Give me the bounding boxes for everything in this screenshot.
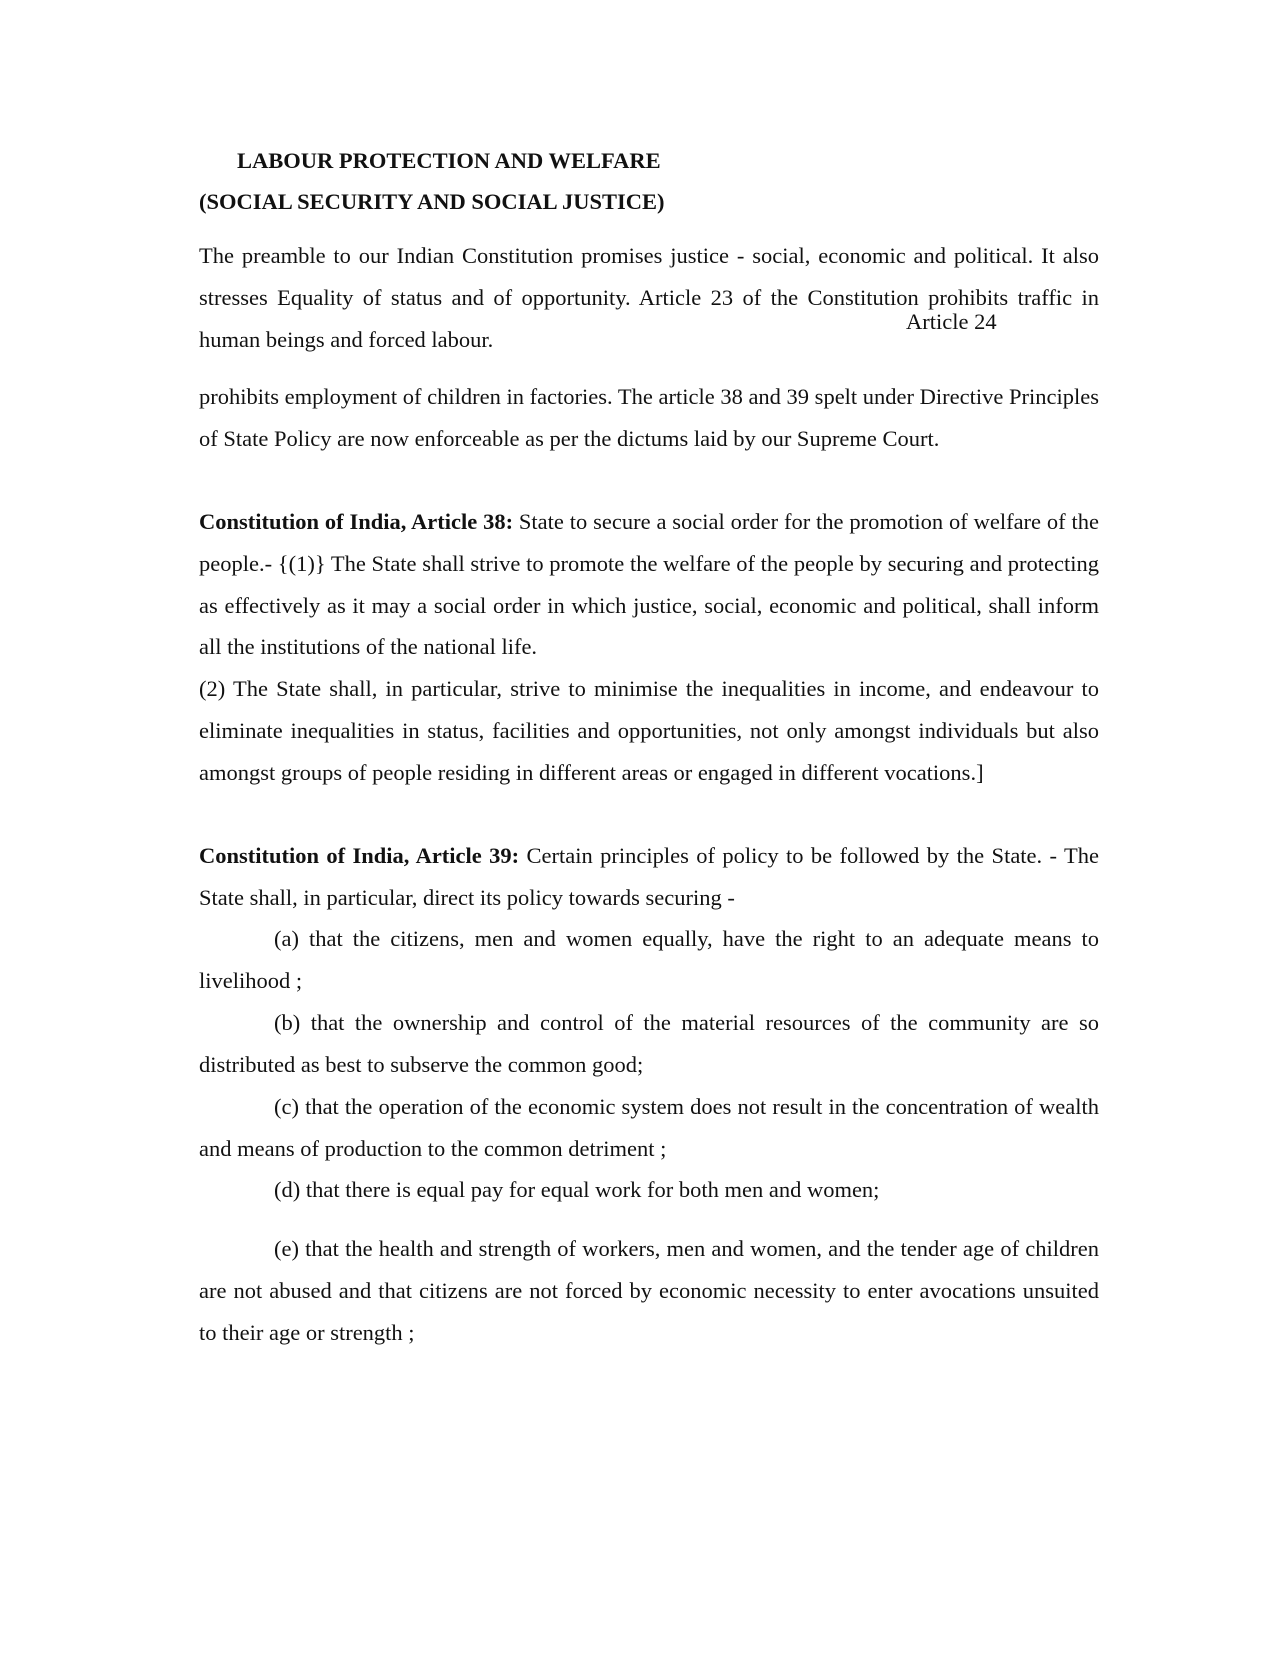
article-38-paragraph [199,501,1099,668]
article-38-text: State to secure a social order for the promotion of welfare of the people.- {(1)} The State shall strive to promote the welfare of the people by securing and protecting as effectively as it may a social order in which justice, social, economic and political, shall inform all the institutions of the national life. [199,509,1099,660]
article-39-clause-a: (a) that the citizens, men and women equally, have the right to an adequate means to livelihood ; [199,926,1099,993]
article-38-heading: Constitution of India, Article 38: [199,509,514,534]
article-39-clause-e: (e) that the health and strength of workers, men and women, and the tender age of children are not abused and that citizens are not forced by economic necessity to enter avocations unsuited to their age or strength ; [199,1236,1099,1345]
document-subtitle: (SOCIAL SECURITY AND SOCIAL JUSTICE) [199,189,665,214]
article-39-clause-c: (c) that the operation of the economic system does not result in the concentration of wealth and means of production to the common detriment ; [199,1094,1099,1161]
article-39-clause-d: (d) that there is equal pay for equal work for both men and women; [274,1177,880,1202]
article-39-heading: Constitution of India, Article 39: [199,843,520,868]
article-39-text: Certain principles of policy to be followed by the State. - The State shall, in particular, direct its policy towards securing - [199,843,1099,910]
continuation-paragraph: prohibits employment of children in factories. The article 38 and 39 spelt under Directive Principles of State Policy are now enforceable as per the dictums laid by our Supreme Court. [199,384,1099,451]
article-39-paragraph [199,835,1099,919]
article-24-label: Article 24 [906,309,997,334]
document-title: LABOUR PROTECTION AND WELFARE [237,148,661,173]
intro-paragraph: The preamble to our Indian Constitution promises justice - social, economic and political. It also stresses Equality of status and of opportunity. Article 23 of the Constitution prohibits traffic in human beings and forced labour. [199,243,1099,352]
article-38-clause-2: (2) The State shall, in particular, strive to minimise the inequalities in income, and endeavour to eliminate inequalities in status, facilities and opportunities, not only amongst individuals but also amongst groups of people residing in different areas or engaged in different vocations.] [199,676,1099,785]
article-39-clause-b: (b) that the ownership and control of the material resources of the community are so distributed as best to subserve the common good; [199,1010,1099,1077]
